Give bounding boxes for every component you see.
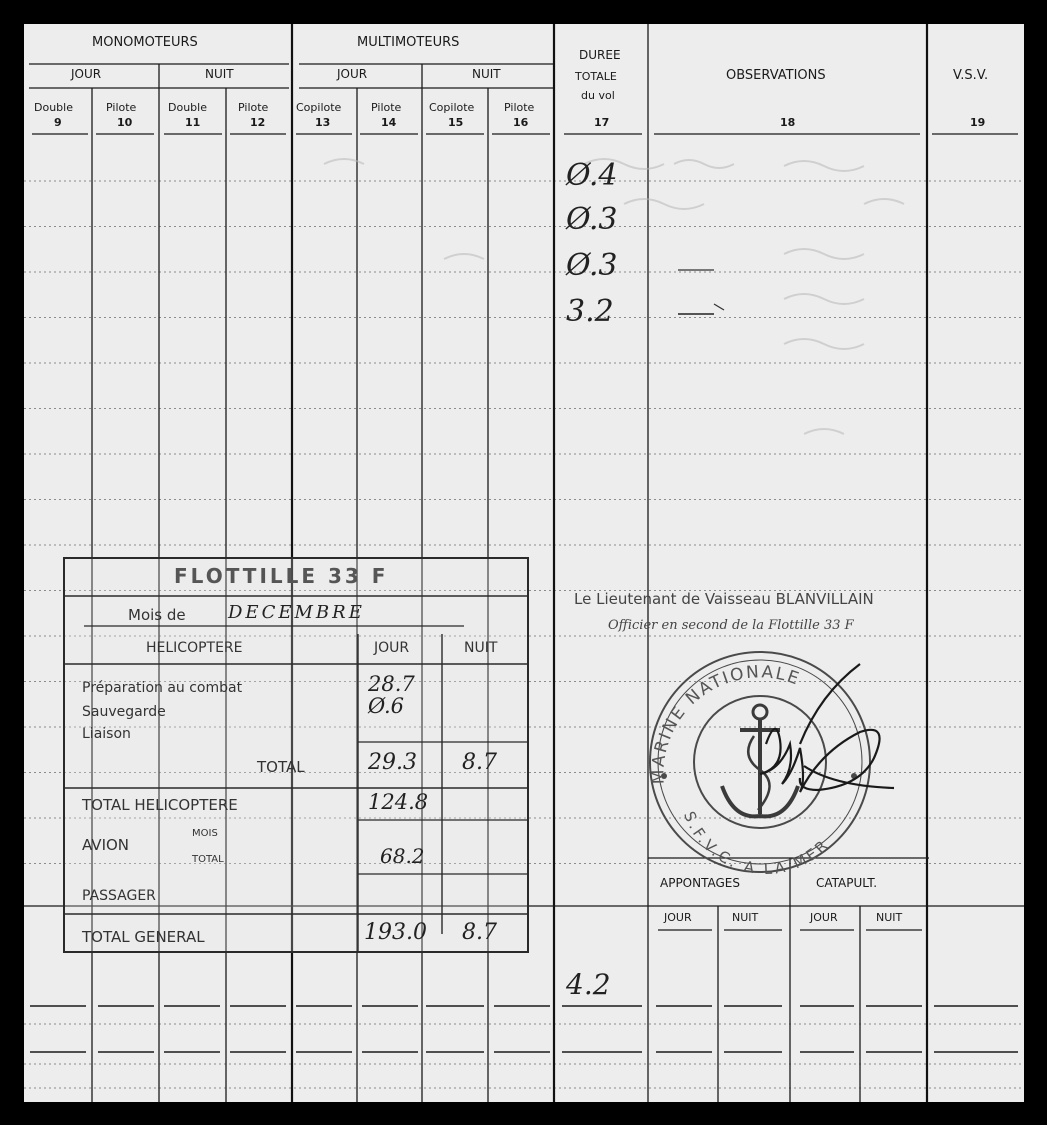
- catapult-jour: JOUR: [810, 911, 838, 924]
- duree-header: DUREE: [579, 48, 621, 62]
- seal-lettering: [24, 24, 1024, 1102]
- col-10-number: 10: [117, 116, 133, 129]
- du-vol-header: du vol: [581, 89, 615, 102]
- avion-total-jour: 68.2: [380, 844, 425, 868]
- stamp-nuit-header: NUIT: [464, 640, 498, 656]
- mois-label: Mois de: [128, 606, 186, 624]
- col-16-label: Pilote: [504, 101, 535, 114]
- col-11-number: 11: [185, 116, 201, 129]
- appontages-nuit: NUIT: [732, 911, 759, 924]
- total-duration: 4.2: [566, 968, 611, 1001]
- appontages-header: APPONTAGES: [660, 876, 740, 890]
- totale-header: TOTALE: [575, 70, 617, 83]
- preparation-label: Préparation au combat: [82, 680, 243, 696]
- total-jour: 29.3: [368, 750, 417, 775]
- helicoptere-label: HELICOPTERE: [146, 640, 243, 656]
- seal-bottom-text: S.F.V.C. A LA MER: [680, 808, 834, 879]
- total-general-label: TOTAL GENERAL: [82, 928, 205, 946]
- multi-jour-header: JOUR: [337, 67, 368, 81]
- avion-mois-label: MOIS: [192, 828, 218, 839]
- col-14-label: Pilote: [371, 101, 402, 114]
- sauvegarde-label: Sauvegarde: [82, 704, 166, 720]
- avion-label: AVION: [82, 836, 130, 854]
- vsv-header: V.S.V.: [953, 68, 989, 83]
- duration-entry: Ø.3: [566, 202, 618, 237]
- col-11-label: Double: [168, 101, 207, 114]
- col-15-number: 15: [448, 116, 464, 129]
- sauvegarde-jour: Ø.6: [368, 694, 405, 718]
- col-14-number: 14: [381, 116, 397, 129]
- svg-text:MARINE NATIONALE: [648, 662, 803, 784]
- monomoteurs-header: MONOMOTEURS: [92, 35, 198, 50]
- seal-top-text: MARINE NATIONALE: [648, 662, 804, 785]
- multimoteurs-header: MULTIMOTEURS: [357, 35, 460, 50]
- catapult-header: CATAPULT.: [816, 876, 878, 890]
- col-15-label: Copilote: [429, 101, 475, 114]
- total-general-jour: 193.0: [364, 920, 427, 945]
- svg-text:S.F.V.C. A LA MER: [680, 809, 833, 878]
- total-helicoptere-jour: 124.8: [368, 790, 429, 814]
- mono-jour-header: JOUR: [71, 67, 102, 81]
- total-general-nuit: 8.7: [462, 920, 497, 945]
- observations-header: OBSERVATIONS: [726, 68, 826, 83]
- logbook-page: [24, 24, 1024, 1102]
- stamp-jour-header: JOUR: [374, 640, 410, 656]
- duration-entry: Ø.3: [566, 248, 618, 283]
- mono-nuit-header: NUIT: [205, 67, 234, 81]
- col-19-number: 19: [970, 116, 986, 129]
- col-18-number: 18: [780, 116, 796, 129]
- col-12-label: Pilote: [238, 101, 269, 114]
- col-10-label: Pilote: [106, 101, 137, 114]
- officer-name: Le Lieutenant de Vaisseau BLANVILLAIN: [574, 590, 874, 608]
- passager-label: PASSAGER: [82, 888, 156, 904]
- duration-entry: 3.2: [566, 294, 614, 329]
- duration-entry: Ø.4: [566, 158, 618, 193]
- total-helicoptere-label: TOTAL HELICOPTERE: [82, 796, 238, 814]
- col-13-number: 13: [315, 116, 331, 129]
- mois-value: DECEMBRE: [228, 602, 365, 623]
- preparation-jour: 28.7: [368, 672, 415, 696]
- total-nuit: 8.7: [462, 750, 497, 775]
- col-9-number: 9: [54, 116, 62, 129]
- multi-nuit-header: NUIT: [472, 67, 501, 81]
- col-12-number: 12: [250, 116, 266, 129]
- officer-title: Officier en second de la Flottille 33 F: [608, 618, 854, 633]
- avion-total-label: TOTAL: [192, 854, 224, 865]
- stamp-title: FLOTTILLE 33 F: [174, 564, 389, 588]
- col-13-label: Copilote: [296, 101, 342, 114]
- col-9-label: Double: [34, 101, 73, 114]
- total-label: TOTAL: [257, 758, 305, 776]
- col-16-number: 16: [513, 116, 529, 129]
- liaison-label: Liaison: [82, 726, 131, 742]
- col-17-number: 17: [594, 116, 610, 129]
- appontages-jour: JOUR: [664, 911, 692, 924]
- catapult-nuit: NUIT: [876, 911, 903, 924]
